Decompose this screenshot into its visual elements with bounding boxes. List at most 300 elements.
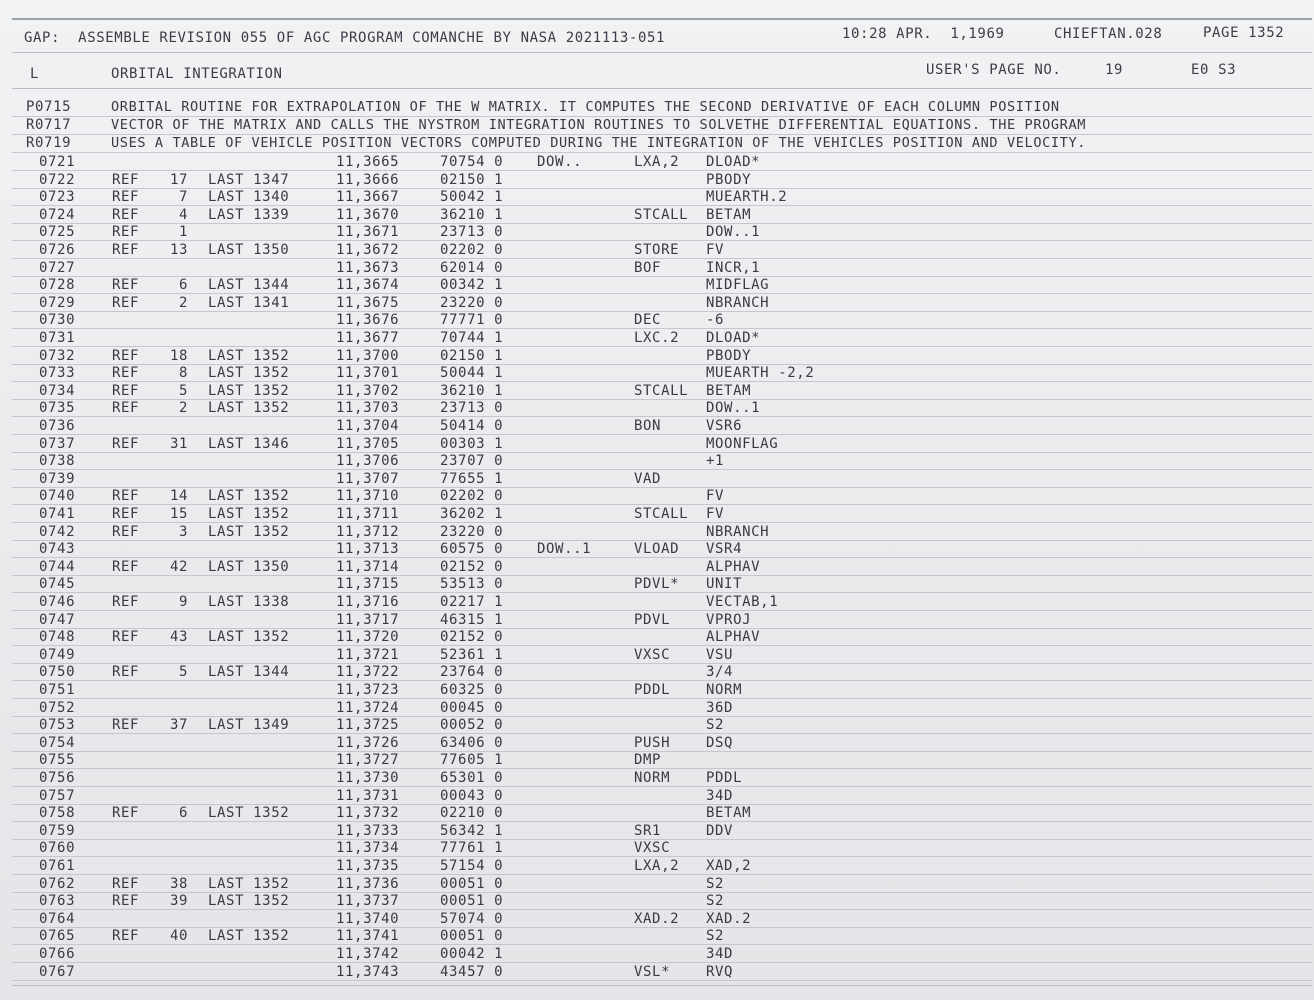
listing-row xyxy=(0,629,1314,647)
last-page: LAST 1352 xyxy=(208,629,290,646)
last-page: LAST 1352 xyxy=(208,347,290,364)
line-number: 0763 xyxy=(39,893,76,910)
operand: MUEARTH.2 xyxy=(706,189,788,206)
line-number: 0741 xyxy=(39,506,76,522)
opcode: XAD.2 xyxy=(634,910,680,927)
opcode: NORM xyxy=(634,770,671,786)
operand: PBODY xyxy=(706,347,752,364)
octal-word: 60575 0 xyxy=(440,541,504,558)
listing-row xyxy=(0,242,1314,260)
address: 11,3742 xyxy=(336,946,400,962)
listing-row xyxy=(0,506,1314,524)
ref-count: 2 xyxy=(178,294,188,311)
listing-row xyxy=(0,207,1314,225)
segment-code: E0 S3 xyxy=(1191,62,1237,78)
octal-word: 70754 0 xyxy=(440,154,504,170)
assembly-title: GAP: ASSEMBLE REVISION 055 OF AGC PROGRAM COMANCHE BY NASA 2021113-051 xyxy=(24,30,666,46)
address: 11,3677 xyxy=(336,330,400,346)
last-page: LAST 1350 xyxy=(208,558,290,575)
line-number: 0756 xyxy=(39,770,76,786)
line-number: 0749 xyxy=(39,646,76,663)
ref-count: 14 xyxy=(169,488,188,505)
octal-word: 36210 1 xyxy=(440,382,504,399)
line-number: 0744 xyxy=(39,558,76,575)
line-number: 0730 xyxy=(39,312,76,329)
octal-word: 57074 0 xyxy=(440,910,504,927)
listing-row xyxy=(0,805,1314,823)
operand: +1 xyxy=(706,453,725,470)
operand: S2 xyxy=(706,893,725,910)
line-number: 0729 xyxy=(39,294,76,311)
address: 11,3721 xyxy=(336,646,400,663)
ref-label: REF xyxy=(112,171,140,188)
listing-row xyxy=(0,928,1314,946)
ref-count: 15 xyxy=(169,506,188,522)
ref-label: REF xyxy=(112,224,140,241)
ref-count: 18 xyxy=(169,347,188,364)
octal-word: 77771 0 xyxy=(440,312,504,329)
octal-word: 43457 0 xyxy=(440,963,504,980)
address: 11,3716 xyxy=(336,594,400,610)
listing-row xyxy=(0,172,1314,190)
line-number: 0754 xyxy=(39,734,76,751)
ref-label: REF xyxy=(112,594,140,610)
opcode: PUSH xyxy=(634,734,671,751)
operand: NBRANCH xyxy=(706,523,770,540)
ref-label: REF xyxy=(112,893,140,910)
last-page: LAST 1352 xyxy=(208,506,290,522)
opcode: BOF xyxy=(634,259,662,276)
ref-label: REF xyxy=(112,435,140,452)
operand: INCR,1 xyxy=(706,259,761,276)
comment-text: ORBITAL ROUTINE FOR EXTRAPOLATION OF THE W MATRIX. IT COMPUTES THE SECOND DERIVATIVE OF EACH COLUMN POSITION xyxy=(111,99,1060,115)
operand: PDDL xyxy=(706,770,743,786)
address: 11,3714 xyxy=(336,558,400,575)
section-mark: L xyxy=(30,66,40,82)
last-page: LAST 1344 xyxy=(208,664,290,681)
operand: ALPHAV xyxy=(706,558,761,575)
address: 11,3673 xyxy=(336,259,400,276)
listing-row xyxy=(0,700,1314,718)
octal-word: 50044 1 xyxy=(440,365,504,382)
bottom-rule xyxy=(12,985,1312,986)
opcode: STCALL xyxy=(634,382,689,399)
header-rule xyxy=(12,52,1312,53)
listing-row xyxy=(0,277,1314,295)
address: 11,3674 xyxy=(336,277,400,294)
listing-row xyxy=(0,770,1314,788)
address: 11,3734 xyxy=(336,840,400,857)
line-number: 0724 xyxy=(39,206,76,223)
listing-row xyxy=(0,559,1314,577)
comment-line-number: R0719 xyxy=(26,135,72,151)
octal-word: 62014 0 xyxy=(440,259,504,276)
octal-word: 00043 0 xyxy=(440,787,504,804)
listing-row xyxy=(0,788,1314,806)
operand: S2 xyxy=(706,928,725,945)
line-number: 0727 xyxy=(39,259,76,276)
ref-count: 13 xyxy=(169,242,188,258)
ref-label: REF xyxy=(112,294,140,311)
line-number: 0745 xyxy=(39,576,76,593)
line-number: 0738 xyxy=(39,453,76,470)
opcode: VLOAD xyxy=(634,541,680,558)
octal-word: 70744 1 xyxy=(440,330,504,346)
ref-count: 7 xyxy=(178,189,188,206)
operand: 3/4 xyxy=(706,664,734,681)
listing-row xyxy=(0,260,1314,278)
last-page: LAST 1339 xyxy=(208,206,290,223)
ref-label: REF xyxy=(112,506,140,522)
line-number: 0762 xyxy=(39,875,76,892)
operand: NBRANCH xyxy=(706,294,770,311)
operand: 36D xyxy=(706,699,734,716)
operand: ALPHAV xyxy=(706,629,761,646)
last-page: LAST 1349 xyxy=(208,717,290,734)
octal-word: 02150 1 xyxy=(440,347,504,364)
ref-count: 43 xyxy=(169,629,188,646)
ref-count: 6 xyxy=(178,805,188,822)
line-number: 0732 xyxy=(39,347,76,364)
ref-count: 38 xyxy=(169,875,188,892)
opcode: VSL* xyxy=(634,963,671,980)
operand: DOW..1 xyxy=(706,224,761,241)
listing-row xyxy=(0,823,1314,841)
ref-label: REF xyxy=(112,365,140,382)
ref-count: 39 xyxy=(169,893,188,910)
last-page: LAST 1352 xyxy=(208,893,290,910)
operand: PBODY xyxy=(706,171,752,188)
listing-row xyxy=(0,154,1314,172)
ref-label: REF xyxy=(112,717,140,734)
last-page: LAST 1352 xyxy=(208,523,290,540)
octal-word: 36210 1 xyxy=(440,206,504,223)
line-number: 0757 xyxy=(39,787,76,804)
ref-label: REF xyxy=(112,558,140,575)
address: 11,3704 xyxy=(336,418,400,434)
listing-row xyxy=(0,471,1314,489)
listing-row xyxy=(0,946,1314,964)
operand: FV xyxy=(706,506,725,522)
listing-row xyxy=(0,858,1314,876)
opcode: STORE xyxy=(634,242,680,258)
operand: S2 xyxy=(706,875,725,892)
octal-word: 02217 1 xyxy=(440,594,504,610)
address: 11,3730 xyxy=(336,770,400,786)
operand: MUEARTH -2,2 xyxy=(706,365,815,382)
operand: MOONFLAG xyxy=(706,435,779,452)
listing-row xyxy=(0,964,1314,982)
operand: DOW..1 xyxy=(706,400,761,417)
ref-label: REF xyxy=(112,805,140,822)
octal-word: 02152 0 xyxy=(440,629,504,646)
operand: XAD.2 xyxy=(706,910,752,927)
ref-label: REF xyxy=(112,875,140,892)
operand: RVQ xyxy=(706,963,734,980)
last-page: LAST 1352 xyxy=(208,400,290,417)
octal-word: 00303 1 xyxy=(440,435,504,452)
operand: VSR6 xyxy=(706,418,743,434)
opcode: PDVL* xyxy=(634,576,680,593)
octal-word: 00045 0 xyxy=(440,699,504,716)
top-rule xyxy=(12,18,1312,20)
operand: NORM xyxy=(706,682,743,698)
address: 11,3667 xyxy=(336,189,400,206)
operand: -6 xyxy=(706,312,725,329)
ref-count: 6 xyxy=(178,277,188,294)
line-number: 0751 xyxy=(39,682,76,698)
listing-row xyxy=(0,735,1314,753)
ref-count: 5 xyxy=(178,664,188,681)
octal-word: 56342 1 xyxy=(440,822,504,839)
listing-row xyxy=(0,664,1314,682)
opcode: DEC xyxy=(634,312,662,329)
address: 11,3732 xyxy=(336,805,400,822)
listing-row xyxy=(0,488,1314,506)
address: 11,3725 xyxy=(336,717,400,734)
line-number: 0740 xyxy=(39,488,76,505)
operand: VSR4 xyxy=(706,541,743,558)
users-page-label: USER'S PAGE NO. xyxy=(926,62,1062,78)
listing-row xyxy=(0,682,1314,700)
octal-word: 00042 1 xyxy=(440,946,504,962)
octal-word: 23713 0 xyxy=(440,400,504,417)
last-page: LAST 1338 xyxy=(208,594,290,610)
address: 11,3736 xyxy=(336,875,400,892)
opcode: STCALL xyxy=(634,506,689,522)
last-page: LAST 1352 xyxy=(208,805,290,822)
opcode: PDVL xyxy=(634,611,671,628)
listing-row xyxy=(0,189,1314,207)
line-number: 0765 xyxy=(39,928,76,945)
line-number: 0746 xyxy=(39,594,76,610)
operand: DSQ xyxy=(706,734,734,751)
octal-word: 00051 0 xyxy=(440,928,504,945)
octal-word: 63406 0 xyxy=(440,734,504,751)
listing-row xyxy=(0,348,1314,366)
address: 11,3726 xyxy=(336,734,400,751)
address: 11,3733 xyxy=(336,822,400,839)
opcode: VXSC xyxy=(634,646,671,663)
ref-count: 17 xyxy=(169,171,188,188)
line-number: 0723 xyxy=(39,189,76,206)
symbol-label: DOW.. xyxy=(537,154,583,170)
line-number: 0739 xyxy=(39,470,76,487)
listing-row xyxy=(0,576,1314,594)
last-page: LAST 1352 xyxy=(208,488,290,505)
address: 11,3723 xyxy=(336,682,400,698)
address: 11,3740 xyxy=(336,910,400,927)
address: 11,3727 xyxy=(336,752,400,769)
line-number: 0734 xyxy=(39,382,76,399)
line-number: 0728 xyxy=(39,277,76,294)
address: 11,3665 xyxy=(336,154,400,170)
line-number: 0755 xyxy=(39,752,76,769)
ref-label: REF xyxy=(112,189,140,206)
ref-count: 5 xyxy=(178,382,188,399)
line-number: 0722 xyxy=(39,171,76,188)
line-number: 0761 xyxy=(39,858,76,874)
operand: VPROJ xyxy=(706,611,752,628)
line-number: 0753 xyxy=(39,717,76,734)
octal-word: 23220 0 xyxy=(440,523,504,540)
octal-word: 02210 0 xyxy=(440,805,504,822)
ref-count: 1 xyxy=(178,224,188,241)
operand: 34D xyxy=(706,787,734,804)
comment-text: VECTOR OF THE MATRIX AND CALLS THE NYSTROM INTEGRATION ROUTINES TO SOLVETHE DIFFERENTIAL EQUATIONS. THE PROGRAM xyxy=(111,117,1087,133)
listing-row xyxy=(0,383,1314,401)
octal-word: 77761 1 xyxy=(440,840,504,857)
octal-word: 02202 0 xyxy=(440,488,504,505)
address: 11,3706 xyxy=(336,453,400,470)
address: 11,3711 xyxy=(336,506,400,522)
operand: XAD,2 xyxy=(706,858,752,874)
octal-word: 00052 0 xyxy=(440,717,504,734)
line-number: 0764 xyxy=(39,910,76,927)
ref-label: REF xyxy=(112,488,140,505)
opcode: VAD xyxy=(634,470,662,487)
operand: S2 xyxy=(706,717,725,734)
symbol-label: DOW..1 xyxy=(537,541,592,558)
line-number: 0735 xyxy=(39,400,76,417)
ref-label: REF xyxy=(112,206,140,223)
address: 11,3707 xyxy=(336,470,400,487)
last-page: LAST 1346 xyxy=(208,435,290,452)
listing-row xyxy=(0,224,1314,242)
listing-row xyxy=(0,453,1314,471)
comment-line-number: R0717 xyxy=(26,117,72,133)
opcode: SR1 xyxy=(634,822,662,839)
row-rule xyxy=(12,152,1312,153)
listing-row xyxy=(0,295,1314,313)
address: 11,3731 xyxy=(336,787,400,804)
octal-word: 50042 1 xyxy=(440,189,504,206)
subheader-rule xyxy=(12,88,1312,89)
octal-word: 77655 1 xyxy=(440,470,504,487)
address: 11,3741 xyxy=(336,928,400,945)
address: 11,3737 xyxy=(336,893,400,910)
octal-word: 52361 1 xyxy=(440,646,504,663)
octal-word: 02202 0 xyxy=(440,242,504,258)
address: 11,3710 xyxy=(336,488,400,505)
ref-count: 42 xyxy=(169,558,188,575)
listing-row xyxy=(0,312,1314,330)
listing-row xyxy=(0,911,1314,929)
line-number: 0750 xyxy=(39,664,76,681)
line-number: 0759 xyxy=(39,822,76,839)
address: 11,3672 xyxy=(336,242,400,258)
listing-row xyxy=(0,647,1314,665)
file-name: CHIEFTAN.028 xyxy=(1054,26,1163,42)
opcode: VXSC xyxy=(634,840,671,857)
users-page-number: 19 xyxy=(1105,62,1124,78)
octal-word: 23220 0 xyxy=(440,294,504,311)
octal-word: 50414 0 xyxy=(440,418,504,434)
line-number: 0725 xyxy=(39,224,76,241)
line-number: 0736 xyxy=(39,418,76,434)
line-number: 0760 xyxy=(39,840,76,857)
octal-word: 60325 0 xyxy=(440,682,504,698)
operand: 34D xyxy=(706,946,734,962)
listing-row xyxy=(0,612,1314,630)
last-page: LAST 1344 xyxy=(208,277,290,294)
operand: BETAM xyxy=(706,206,752,223)
last-page: LAST 1350 xyxy=(208,242,290,258)
opcode: DMP xyxy=(634,752,662,769)
address: 11,3701 xyxy=(336,365,400,382)
address: 11,3676 xyxy=(336,312,400,329)
last-page: LAST 1352 xyxy=(208,928,290,945)
line-number: 0766 xyxy=(39,946,76,962)
ref-label: REF xyxy=(112,400,140,417)
opcode: STCALL xyxy=(634,206,689,223)
last-page: LAST 1352 xyxy=(208,875,290,892)
listing-row xyxy=(0,594,1314,612)
octal-word: 02150 1 xyxy=(440,171,504,188)
octal-word: 46315 1 xyxy=(440,611,504,628)
line-number: 0748 xyxy=(39,629,76,646)
octal-word: 23707 0 xyxy=(440,453,504,470)
address: 11,3705 xyxy=(336,435,400,452)
listing-row xyxy=(0,876,1314,894)
listing-row xyxy=(0,893,1314,911)
line-number: 0742 xyxy=(39,523,76,540)
listing-row xyxy=(0,418,1314,436)
line-number: 0752 xyxy=(39,699,76,716)
operand: DLOAD* xyxy=(706,154,761,170)
last-page: LAST 1352 xyxy=(208,382,290,399)
operand: MIDFLAG xyxy=(706,277,770,294)
listing-row xyxy=(0,330,1314,348)
ref-count: 31 xyxy=(169,435,188,452)
octal-word: 57154 0 xyxy=(440,858,504,874)
ref-count: 8 xyxy=(178,365,188,382)
operand: DLOAD* xyxy=(706,330,761,346)
address: 11,3724 xyxy=(336,699,400,716)
ref-label: REF xyxy=(112,664,140,681)
address: 11,3713 xyxy=(336,541,400,558)
operand: VECTAB,1 xyxy=(706,594,779,610)
ref-count: 9 xyxy=(178,594,188,610)
address: 11,3735 xyxy=(336,858,400,874)
line-number: 0747 xyxy=(39,611,76,628)
address: 11,3715 xyxy=(336,576,400,593)
line-number: 0737 xyxy=(39,435,76,452)
octal-word: 23764 0 xyxy=(440,664,504,681)
opcode: PDDL xyxy=(634,682,671,698)
address: 11,3670 xyxy=(336,206,400,223)
address: 11,3720 xyxy=(336,629,400,646)
address: 11,3700 xyxy=(336,347,400,364)
last-page: LAST 1340 xyxy=(208,189,290,206)
octal-word: 02152 0 xyxy=(440,558,504,575)
operand: VSU xyxy=(706,646,734,663)
listing-row xyxy=(0,524,1314,542)
operand: FV xyxy=(706,488,725,505)
operand: BETAM xyxy=(706,805,752,822)
line-number: 0721 xyxy=(39,154,76,170)
listing-row xyxy=(0,365,1314,383)
listing-row xyxy=(0,541,1314,559)
address: 11,3703 xyxy=(336,400,400,417)
octal-word: 00342 1 xyxy=(440,277,504,294)
ref-count: 3 xyxy=(178,523,188,540)
operand: FV xyxy=(706,242,725,258)
ref-label: REF xyxy=(112,523,140,540)
octal-word: 36202 1 xyxy=(440,506,504,522)
octal-word: 65301 0 xyxy=(440,770,504,786)
octal-word: 23713 0 xyxy=(440,224,504,241)
